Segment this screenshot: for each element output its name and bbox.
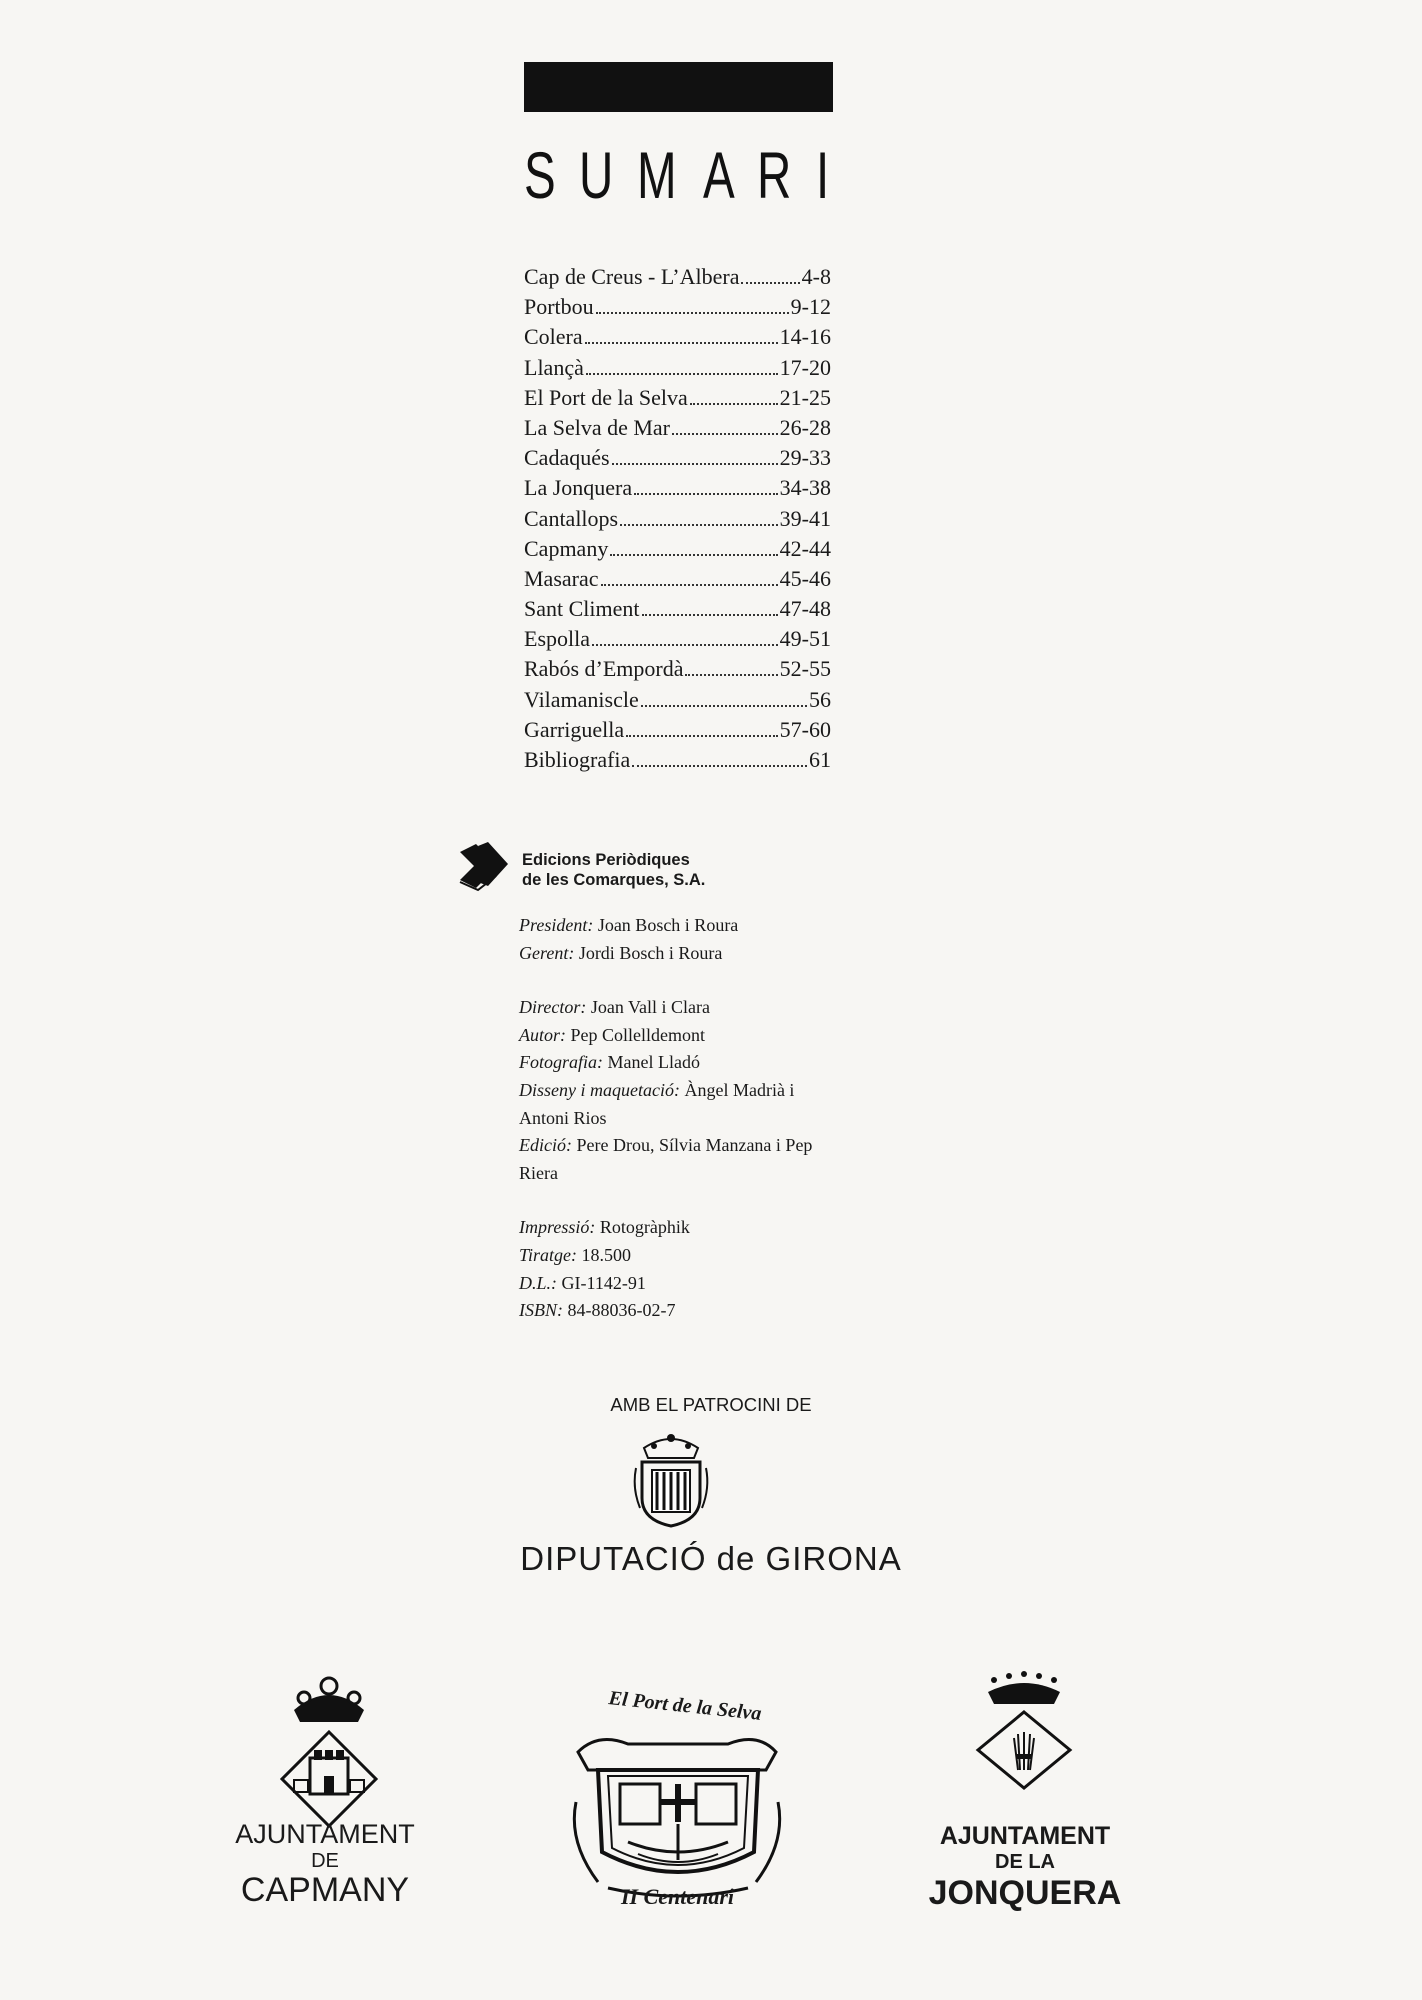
toc-entry-name: Cadaqués	[524, 445, 610, 471]
publisher-name: Edicions Periòdiques de les Comarques, S.A.	[522, 851, 706, 889]
toc-entry-name: Masarac	[524, 565, 599, 591]
toc-entry	[524, 715, 831, 745]
toc-entry	[524, 262, 831, 292]
toc-entry	[524, 383, 831, 413]
toc-entry	[524, 292, 831, 322]
toc-entry-name: Portbou	[524, 294, 594, 320]
toc-entry-pages: 47-48	[779, 596, 831, 622]
publisher	[458, 840, 858, 900]
toc-entry-pages: 42-44	[779, 535, 831, 561]
toc-entry	[524, 473, 831, 503]
toc-leader-dots	[586, 373, 778, 375]
toc-leader-dots	[610, 554, 777, 556]
toc-leader-dots	[626, 735, 778, 737]
toc-leader-dots	[634, 493, 778, 495]
capmany-coat-of-arms-icon	[274, 1670, 384, 1830]
toc-entry-pages: 9-12	[790, 294, 831, 320]
jonquera-name: AJUNTAMENT DE LA JONQUERA	[928, 1822, 1122, 1912]
toc-entry-pages: 26-28	[779, 414, 831, 440]
toc-entry-pages: 39-41	[779, 505, 831, 531]
toc-entry-pages: 56	[809, 686, 831, 712]
toc-entry-name: La Selva de Mar	[524, 414, 670, 440]
diputacio-name: DIPUTACIÓ de GIRONA	[520, 1540, 902, 1577]
toc-leader-dots	[641, 705, 807, 707]
toc-entry	[524, 564, 831, 594]
toc-leader-dots	[612, 463, 778, 465]
toc-leader-dots	[741, 282, 799, 284]
toc-entry-pages: 34-38	[779, 475, 831, 501]
toc-entry	[524, 353, 831, 383]
toc-entry-pages: 4-8	[801, 264, 831, 289]
toc-leader-dots	[601, 584, 778, 586]
header-black-bar	[524, 62, 833, 112]
toc-entry-name: Vilamaniscle	[524, 686, 639, 712]
toc-entry-name: Sant Climent	[524, 596, 640, 622]
toc-entry-pages: 49-51	[779, 626, 831, 652]
toc-entry-pages: 21-25	[779, 384, 831, 410]
toc-entry	[524, 534, 831, 564]
toc-entry-name: Rabós d’Empordà	[524, 656, 684, 682]
toc-entry-pages: 57-60	[779, 716, 831, 742]
toc-leader-dots	[620, 524, 778, 526]
page-title: S U M A R I	[524, 138, 829, 212]
port-de-la-selva-subtitle: II Centenari	[620, 1884, 735, 1909]
toc-entry	[524, 745, 831, 775]
toc-entry	[524, 594, 831, 624]
diputacio-coat-of-arms-icon	[630, 1428, 712, 1528]
toc-entry-name: Cantallops	[524, 505, 619, 531]
toc-leader-dots	[632, 765, 807, 767]
sponsor-label: AMB EL PATROCINI DE	[610, 1394, 812, 1415]
port-de-la-selva-title: El Port de la Selva	[607, 1687, 763, 1725]
toc-entry-name: El Port de la Selva	[524, 384, 688, 410]
table-of-contents	[524, 262, 831, 775]
toc-entry	[524, 322, 831, 352]
toc-leader-dots	[596, 312, 789, 314]
toc-entry-pages: 29-33	[779, 445, 831, 471]
toc-entry	[524, 443, 831, 473]
toc-entry-pages: 17-20	[779, 354, 831, 380]
toc-entry	[524, 624, 831, 654]
toc-leader-dots	[685, 674, 777, 676]
toc-entry-pages: 61	[809, 747, 831, 772]
toc-entry-name: Colera	[524, 324, 583, 350]
toc-entry	[524, 654, 831, 684]
toc-entry-name: Bibliografia	[524, 747, 631, 772]
toc-entry-pages: 45-46	[779, 565, 831, 591]
toc-entry	[524, 504, 831, 534]
toc-entry-name: Llançà	[524, 354, 584, 380]
toc-entry	[524, 413, 831, 443]
toc-leader-dots	[690, 403, 778, 405]
toc-leader-dots	[672, 433, 778, 435]
toc-entry-pages: 52-55	[779, 656, 831, 682]
toc-leader-dots	[642, 614, 778, 616]
toc-entry-name: Espolla	[524, 626, 590, 652]
toc-entry	[524, 685, 831, 715]
toc-entry-pages: 14-16	[779, 324, 831, 350]
publisher-logo-icon	[458, 842, 508, 892]
capmany-name: AJUNTAMENT DE CAPMANY	[235, 1819, 415, 1909]
toc-entry-name: La Jonquera	[524, 475, 633, 501]
credits: President: Joan Bosch i Roura Gerent: Jordi Bosch i Roura Director: Joan Vall i Clara Autor: Pep Collelldemont Fotografia: Manel Lladó Disseny i maquetació: Àngel Madrià i Antoni Rios Edició: Pere Drou, Sílvia Manzana i Pep Riera Impressió: Rotogràphik Tiratge: 18.500 D.L.: GI-1142-91 ISBN: 84-88036-02-7	[519, 915, 813, 1321]
toc-entry-name: Cap de Creus - L’Albera	[524, 264, 740, 289]
jonquera-coat-of-arms-icon	[974, 1670, 1074, 1790]
toc-entry-name: Garriguella	[524, 716, 625, 742]
toc-leader-dots	[585, 342, 778, 344]
toc-leader-dots	[592, 644, 778, 646]
toc-entry-name: Capmany	[524, 535, 609, 561]
